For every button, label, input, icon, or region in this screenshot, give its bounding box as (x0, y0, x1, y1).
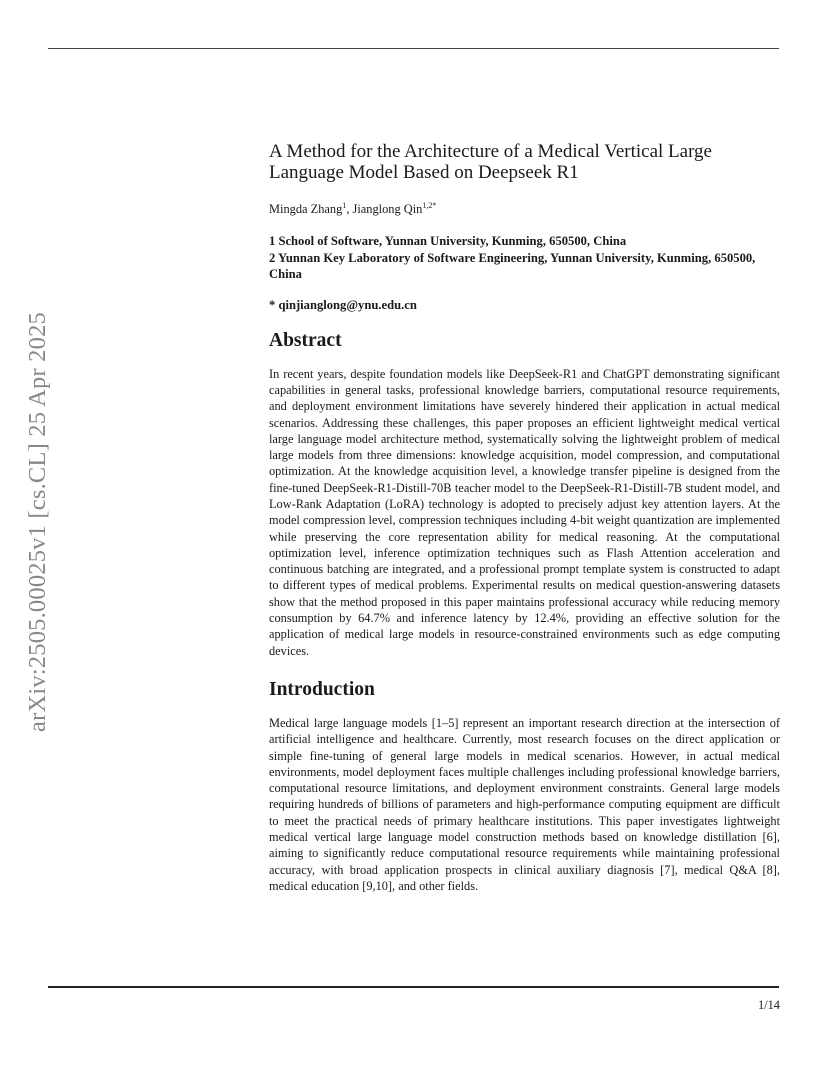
header-rule (48, 48, 779, 49)
abstract-heading: Abstract (269, 329, 342, 351)
arxiv-identifier: arXiv:2505.00025v1 [cs.CL] 25 Apr 2025 (24, 312, 51, 732)
affiliation-list (269, 233, 780, 283)
corresponding-email: * qinjianglong@ynu.edu.cn (269, 297, 417, 312)
author-affiliation-mark: 1,2* (422, 201, 437, 210)
author-affiliation-mark: 1 (342, 201, 347, 210)
author-name: Mingda Zhang (269, 202, 343, 217)
page-content (269, 141, 780, 894)
affiliation: 1 School of Software, Yunnan University, Kunming, 650500, China (269, 234, 627, 249)
abstract-text: In recent years, despite foundation models like DeepSeek-R1 and ChatGPT demonstrating significant capabilities in general tasks, professional knowledge barriers, computational resource requirements, and deployment environment limitations have severely hindered their application in actual medical scenarios. Addressing these challenges, this paper proposes an efficient lightweight medical vertical large language model architecture method, systematically solving the lightweight problem of medical large models from three dimensions: knowledge acquisition, model compression, and computational optimization. At the knowledge acquisition level, a knowledge transfer pipeline is designed from the fine-tuned DeepSeek-R1-Distill-70B teacher model to the DeepSeek-R1-Distill-7B student model, and Low-Rank Adaptation (LoRA) technology is adopted to precisely adjust key attention layers. At the model compression level, compression techniques including 4-bit weight quantization are implemented while preserving the core representation ability for medical reasoning. At the computational optimization level, inference optimization techniques such as Flash Attention acceleration and continuous batching are integrated, and a professional prompt template system is constructed to adapt to different types of medical problems. Experimental results on medical question-answering datasets show that the method proposed in this paper maintains professional accuracy while reducing memory consumption by 64.7% and inference latency by 12.4%, providing an effective solution for the application of medical large models in resource-constrained environments such as edge computing devices. (269, 366, 780, 658)
introduction-heading: Introduction (269, 678, 375, 700)
author-list (269, 201, 780, 217)
paper-title: A Method for the Architecture of a Medical Vertical Large Language Model Based on Deepseek R1 (269, 141, 712, 183)
footer-rule (48, 986, 779, 988)
author-separator: , (346, 202, 353, 217)
page-number: 1/14 (757, 998, 780, 1012)
author-name: Jianglong Qin (352, 202, 423, 217)
affiliation: 2 Yunnan Key Laboratory of Software Engineering, Yunnan University, Kunming, 650500, China (269, 250, 756, 282)
introduction-text: Medical large language models [1–5] represent an important research direction at the intersection of artificial intelligence and healthcare. Currently, most research focuses on the direct application or simple fine-tuning of general large models in medical scenarios. However, in actual medical environments, model deployment faces multiple challenges including professional knowledge barriers, computational resource limitations, and deployment environment constraints. General large models requiring hundreds of billions of parameters and high-performance computing equipment are difficult to meet the practical needs of primary healthcare institutions. This paper investigates lightweight medical vertical large language model construction methods based on knowledge distillation [6], aiming to significantly reduce computational resource requirements while maintaining professional accuracy, with broad application prospects in clinical auxiliary diagnosis [7], medical Q&A [8], medical education [9,10], and other fields. (269, 715, 780, 893)
